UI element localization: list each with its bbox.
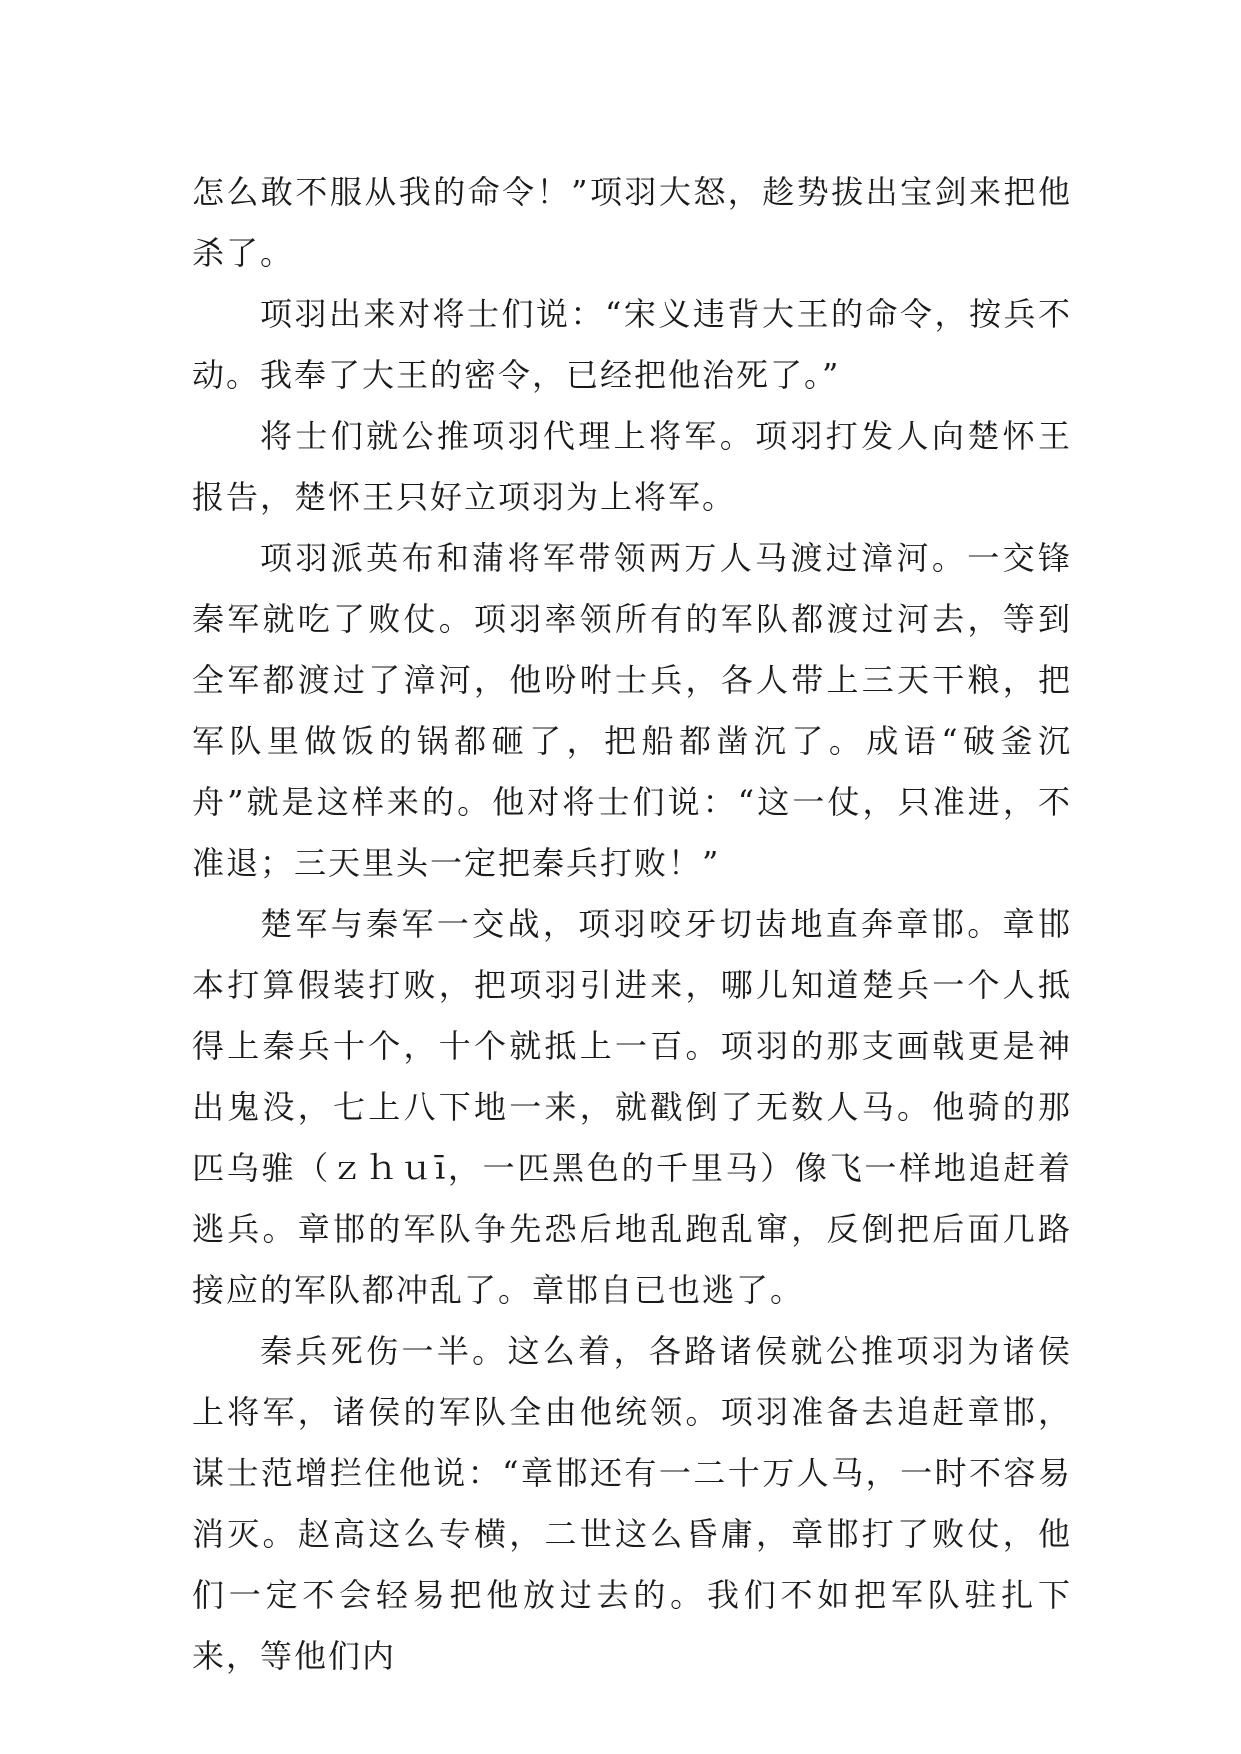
paragraph: 怎么敢不服从我的命令！”项羽大怒，趁势拔出宝剑来把他杀了。 bbox=[192, 173, 1072, 272]
paragraph: 项羽派英布和蒲将军带领两万人马渡过漳河。一交锋秦军就吃了败仗。项羽率领所有的军队都渡过河去，等到全军都渡过了漳河，他吩咐士兵，各人带上三天干粮，把军队里做饭的锅都砸了，把船都凿沉了。成语“破釜沉舟”就是这样来的。他对将士们说：“这一仗，只准进，不准退；三天里头一定把秦兵打败！” bbox=[192, 539, 1072, 882]
paragraph: 项羽出来对将士们说：“宋义违背大王的命令，按兵不动。我奉了大王的密令，已经把他治死了。” bbox=[192, 295, 1072, 394]
document-body bbox=[192, 162, 1072, 1687]
paragraph: 将士们就公推项羽代理上将军。项羽打发人向楚怀王报告，楚怀王只好立项羽为上将军。 bbox=[192, 417, 1072, 516]
paragraph: 秦兵死伤一半。这么着，各路诸侯就公推项羽为诸侯上将军，诸侯的军队全由他统领。项羽准备去追赶章邯，谋士范增拦住他说：“章邯还有一二十万人马，一时不容易消灭。赵高这么专横，二世这么昏庸，章邯打了败仗，他们一定不会轻易把他放过去的。我们不如把军队驻扎下来，等他们内 bbox=[192, 1332, 1072, 1675]
paragraph: 楚军与秦军一交战，项羽咬牙切齿地直奔章邯。章邯本打算假装打败，把项羽引进来，哪儿知道楚兵一个人抵得上秦兵十个，十个就抵上一百。项羽的那支画戟更是神出鬼没，七上八下地一来，就戳倒了无数人马。他骑的那匹乌骓（ｚｈｕī，一匹黑色的千里马）像飞一样地追赶着逃兵。章邯的军队争先恐后地乱跑乱窜，反倒把后面几路接应的军队都冲乱了。章邯自已也逃了。 bbox=[192, 905, 1072, 1309]
